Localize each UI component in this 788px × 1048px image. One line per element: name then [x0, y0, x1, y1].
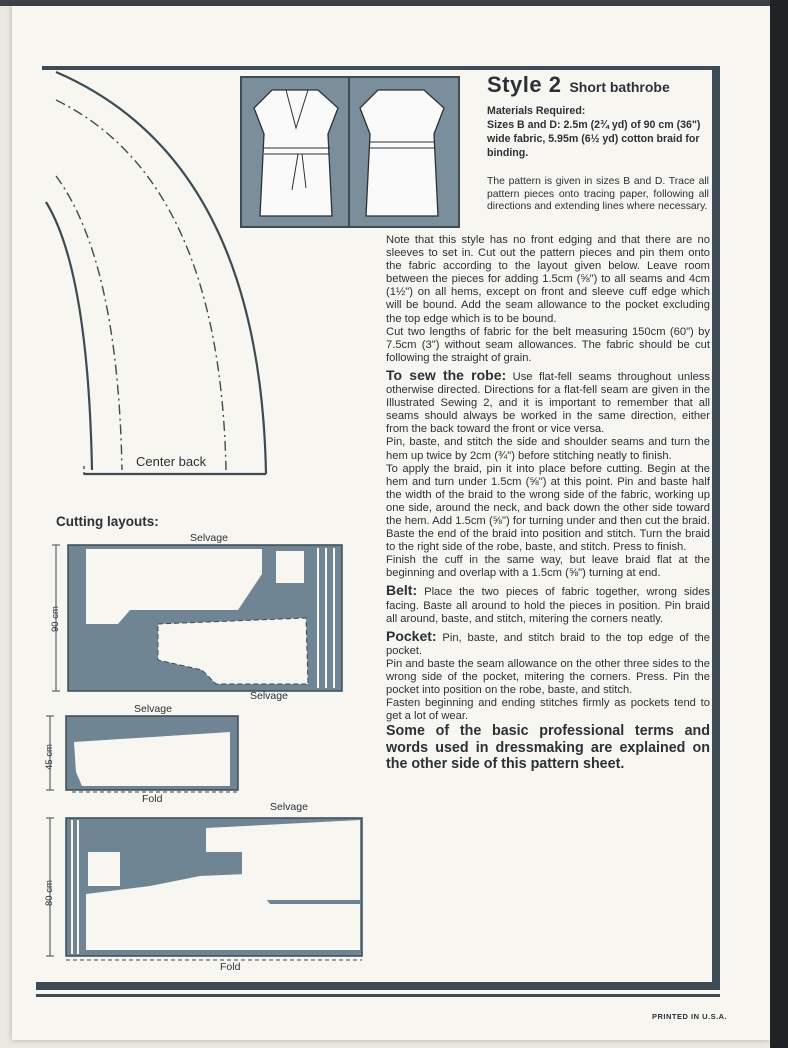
pocket-seam-paragraph: Pin and baste the seam allowance on the other three sides to the wrong side of the pocket, mitering the corners. Press. Pin the pocket into position on the robe, baste, and stitch.	[386, 657, 710, 697]
closing-note: Some of the basic professional terms and words used in dressmaking are explained on the other side of this pattern sheet.	[386, 723, 710, 773]
fasten-paragraph: Fasten beginning and ending stitches firmly as pockets tend to get a lot of wear.	[386, 697, 710, 723]
instructions-column	[386, 234, 710, 773]
cutting-layout-1	[52, 545, 342, 691]
materials-heading: Materials Required:	[487, 105, 586, 117]
center-back-label: Center back	[136, 454, 207, 469]
intro-paragraph: The pattern is given in sizes B and D. Trace all pattern pieces onto tracing paper, following all directions and extending lines where necessary.	[487, 176, 709, 212]
cutting-layout-2	[46, 716, 238, 792]
robe-illustration	[240, 76, 460, 228]
selvage-label-4: Selvage	[270, 801, 308, 813]
belt-section	[386, 584, 710, 625]
printed-in-usa: PRINTED IN U.S.A.	[652, 1012, 728, 1021]
illustration-divider	[348, 78, 350, 226]
dimension-90cm: 90 cm	[50, 606, 61, 632]
selvage-label-2: Selvage	[250, 690, 288, 702]
sew-robe-section	[386, 366, 710, 436]
fold-label-2: Fold	[220, 961, 241, 973]
fold-label-1: Fold	[142, 793, 163, 805]
selvage-label-1: Selvage	[190, 532, 228, 544]
materials-required	[487, 104, 709, 160]
pocket-section	[386, 627, 711, 658]
dimension-80cm: 80 cm	[44, 880, 55, 906]
sew-robe-heading: To sew the robe:	[386, 366, 507, 383]
braid-paragraph: To apply the braid, pin it into place before cutting. Begin at the hem and turn under 1.5cm (⅝") at this point. Pin and baste half the width of the braid to the wrong side of the fabric, working up one side, around the neck, and back down the other side toward the hem. Add 1.5cm (⅝") for turning under and then cut the braid. Baste the end of the braid into position and stitch. Turn the braid to the right side of the robe, baste, and stitch. Press to finish.	[386, 462, 710, 554]
belt-text: Place the two pieces of fabric together, wrong sides facing. Baste all around to hold the pieces in position. Pin braid all around, baste, and stitch, mitering the corners neatly.	[386, 586, 711, 625]
pocket-heading: Pocket:	[386, 627, 437, 644]
style-subtitle: Short bathrobe	[569, 79, 670, 95]
cuff-paragraph: Finish the cuff in the same way, but leave braid flat at the beginning and overlap with a 1.5cm (⅝") turning at end.	[386, 554, 710, 580]
belt-cut-paragraph: Cut two lengths of fabric for the belt measuring 150cm (60") by 7.5cm (3") without seam allowances. The fabric should be cut following the straight of grain.	[386, 325, 710, 364]
sew-robe-text: Use flat-fell seams throughout unless otherwise directed. Directions for a flat-fell seam are given in the Illustrated Sewing 2, and it is important to remember that all seams should always be worked in the same direction, either from the back toward the front or vice versa.	[386, 370, 710, 436]
side-seams-paragraph: Pin, baste, and stitch the side and shoulder seams and turn the hem up twice by 2cm (¾") before stitching neatly to finish.	[386, 436, 710, 462]
pocket-text: Pin, baste, and stitch braid to the top edge of the pocket.	[386, 631, 711, 657]
style-title: Style 2	[487, 72, 562, 97]
cutting-layout-3	[46, 818, 362, 960]
belt-heading: Belt:	[386, 582, 418, 599]
materials-text: Sizes B and D: 2.5m (2¾ yd) of 90 cm (36") wide fabric, 5.95m (6½ yd) cotton braid for binding.	[487, 119, 701, 159]
dimension-45cm: 45 cm	[44, 744, 55, 770]
style-heading	[487, 72, 670, 98]
collar-pattern-piece	[46, 72, 266, 476]
selvage-label-3: Selvage	[134, 703, 172, 715]
note-paragraph: Note that this style has no front edging and that there are no sleeves to set in. Cut out the pattern pieces and pin them onto the fabric according to the layout given below. Leave room between the pieces for adding 1.5cm (⅝") to all seams and 4cm (1½") on all hems, except on front and sleeve cuff edge which will be bound. Add the seam allowance to the pocket excluding the top edge which is to be bound.	[386, 234, 710, 325]
robe-front-back-drawing	[242, 78, 458, 226]
cutting-layouts-heading: Cutting layouts:	[56, 514, 159, 529]
